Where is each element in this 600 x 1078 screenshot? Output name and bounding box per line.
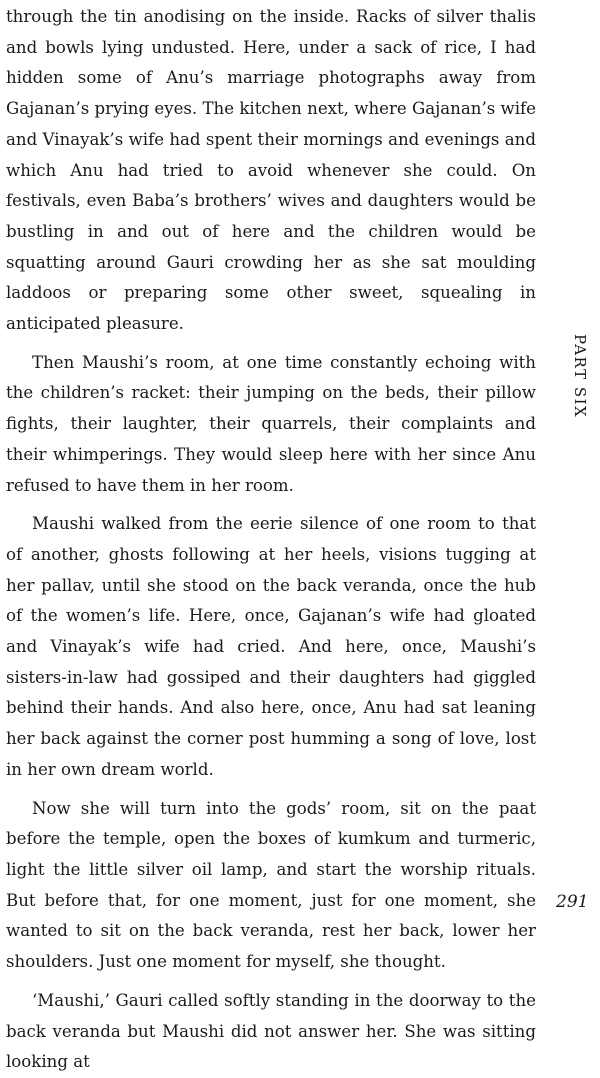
paragraph-continued: through the tin anodising on the inside. Racks of silver thalis and bowls lying undusted. Here, under a sack of rice, I had hidden some of Anu’s marriage photographs away from Gajanan’s prying eyes. The kitchen next, where Gajanan’s wife and Vinayak’s wife had spent their mornings and evenings and which Anu had tried to avoid whenever she could. On festivals, even Baba’s brothers’ wives and daughters would be bustling in and out of here and the children would be squatting around Gauri crowding her as she sat moulding laddoos or preparing some other sweet, squealing in anticipated pleasure. [6,7,536,334]
page-number: 291 [556,892,589,912]
paragraph: Then Maushi’s room, at one time constantly echoing with the children’s racket: their jumping on the beds, their pillow fights, their laughter, their quarrels, their complaints and their whimperings. They would sleep here with her since Anu refused to have them in her room. [6,352,536,495]
body-text [6,2,536,1078]
paragraph: Now she will turn into the gods’ room, sit on the paat before the temple, open the boxes of kumkum and turmeric, light the little silver oil lamp, and start the worship rituals. But before that, for one moment, just for one moment, she wanted to sit on the back veranda, rest her back, lower her shoulders. Just one moment for myself, she thought. [6,798,536,972]
paragraph: Maushi walked from the eerie silence of one room to that of another, ghosts following at her heels, visions tugging at her pallav, until she stood on the back veranda, once the hub of the women’s life. Here, once, Gajanan’s wife had gloated and Vinayak’s wife had cried. And here, once, Maushi’s sisters-in-law had gossiped and their daughters had giggled behind their hands. And also here, once, Anu had sat leaning her back against the corner post humming a song of love, lost in her own dream world. [6,514,536,779]
running-head: PART SIX [571,334,589,419]
paragraph: ‘Maushi,’ Gauri called softly standing in the doorway to the back veranda but Maushi did not answer her. She was sitting looking at [6,990,536,1072]
